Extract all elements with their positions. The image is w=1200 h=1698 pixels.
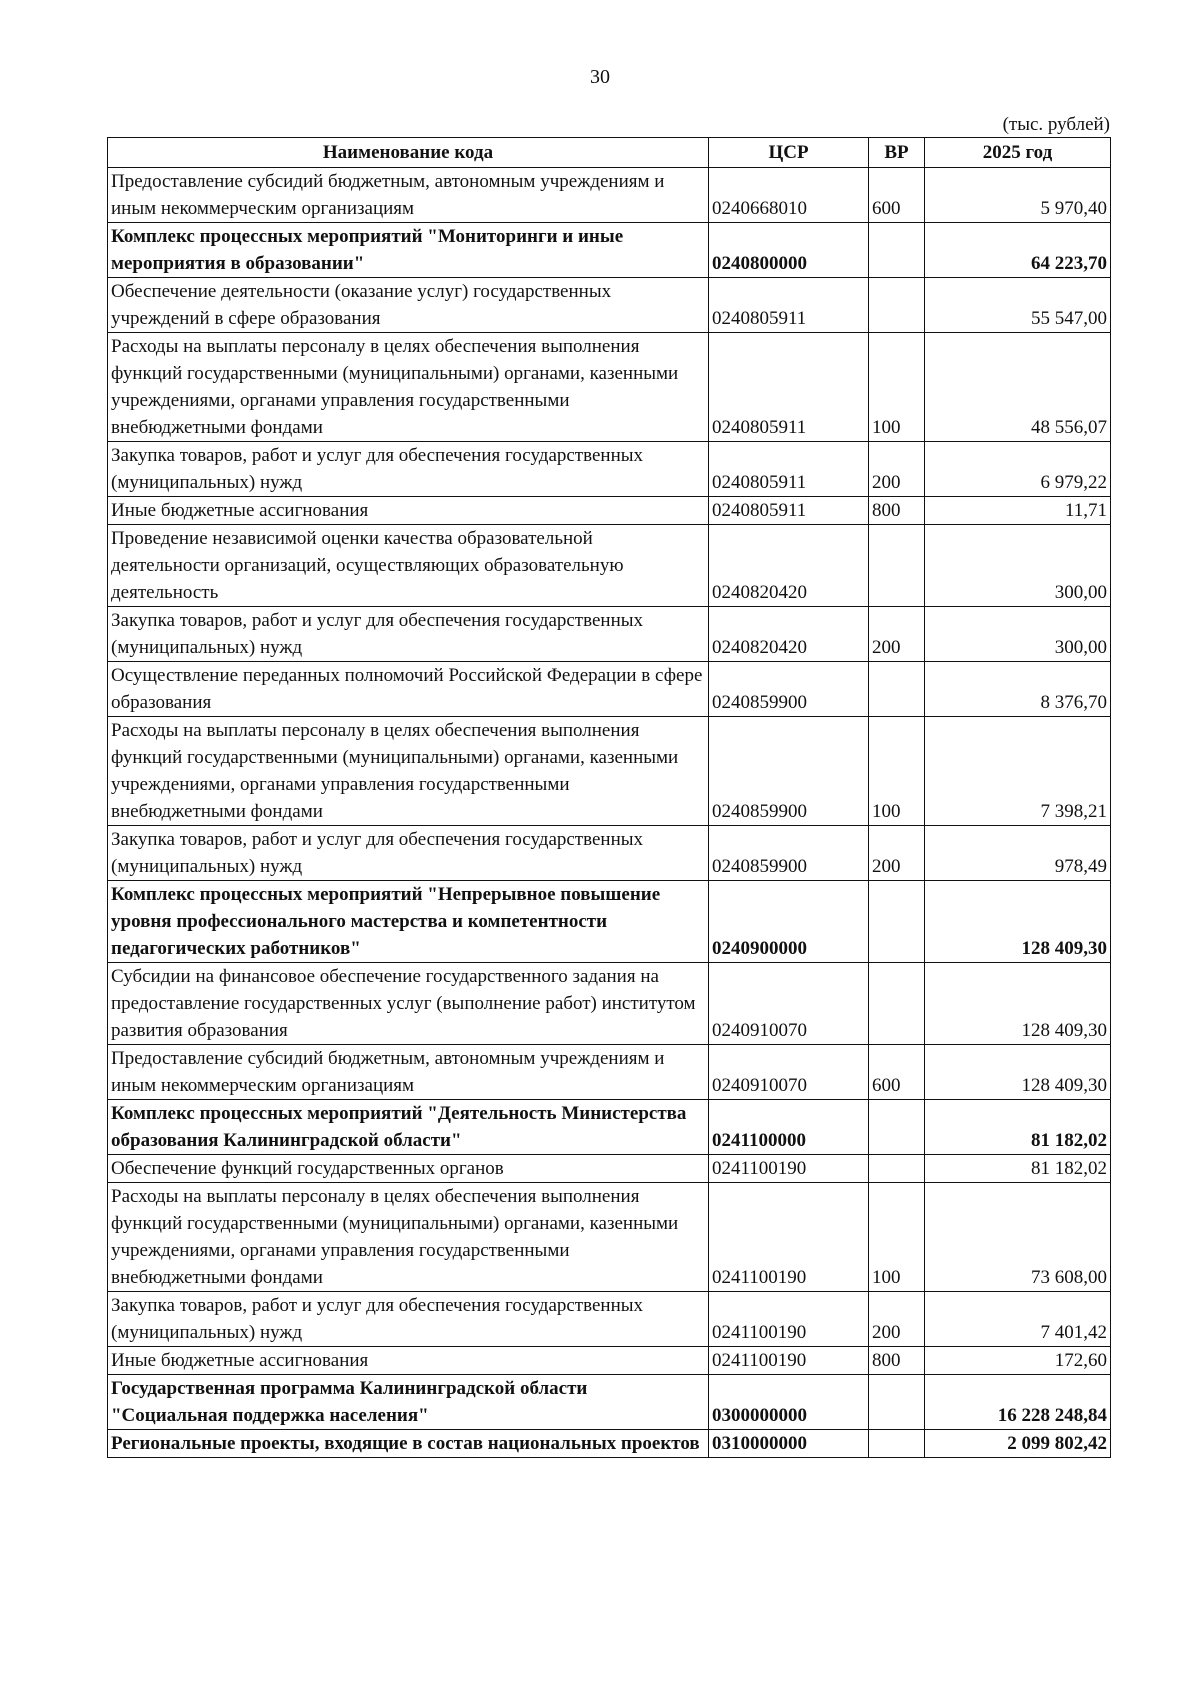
table-body	[108, 168, 1111, 1458]
budget-table	[107, 137, 1111, 1458]
cell-amount: 978,49	[925, 826, 1111, 881]
cell-amount: 128 409,30	[925, 1045, 1111, 1100]
cell-amount: 5 970,40	[925, 168, 1111, 223]
cell-amount: 55 547,00	[925, 278, 1111, 333]
cell-csr: 0241100190	[709, 1155, 869, 1183]
cell-csr: 0240859900	[709, 662, 869, 717]
cell-csr: 0240805911	[709, 278, 869, 333]
cell-amount: 16 228 248,84	[925, 1375, 1111, 1430]
cell-name: Комплекс процессных мероприятий "Деятельность Министерства образования Калининградской области"	[108, 1100, 709, 1155]
cell-name: Расходы на выплаты персоналу в целях обеспечения выполнения функций государственными (муниципальными) органами, казенными учреждениями, органами управления государственными внебюджетными фондами	[108, 1183, 709, 1292]
cell-name: Предоставление субсидий бюджетным, автономным учреждениям и иным некоммерческим организациям	[108, 1045, 709, 1100]
table-row	[108, 717, 1111, 826]
table-row	[108, 442, 1111, 497]
cell-amount: 81 182,02	[925, 1100, 1111, 1155]
page-number: 30	[590, 66, 610, 88]
table-header-row	[108, 138, 1111, 168]
table-row	[108, 963, 1111, 1045]
cell-csr: 0240859900	[709, 826, 869, 881]
header-amount: 2025 год	[925, 138, 1111, 168]
cell-csr: 0240805911	[709, 442, 869, 497]
cell-csr: 0240668010	[709, 168, 869, 223]
table-row	[108, 826, 1111, 881]
cell-name: Закупка товаров, работ и услуг для обеспечения государственных (муниципальных) нужд	[108, 607, 709, 662]
cell-name: Расходы на выплаты персоналу в целях обеспечения выполнения функций государственными (муниципальными) органами, казенными учреждениями, органами управления государственными внебюджетными фондами	[108, 717, 709, 826]
table-row	[108, 1375, 1111, 1430]
cell-csr: 0240820420	[709, 607, 869, 662]
cell-name: Обеспечение деятельности (оказание услуг) государственных учреждений в сфере образования	[108, 278, 709, 333]
cell-vr	[869, 278, 925, 333]
cell-name: Закупка товаров, работ и услуг для обеспечения государственных (муниципальных) нужд	[108, 442, 709, 497]
table-row	[108, 1045, 1111, 1100]
cell-amount: 11,71	[925, 497, 1111, 525]
cell-name: Субсидии на финансовое обеспечение государственного задания на предоставление государственных услуг (выполнение работ) институтом развития образования	[108, 963, 709, 1045]
cell-amount: 300,00	[925, 607, 1111, 662]
cell-amount: 128 409,30	[925, 963, 1111, 1045]
cell-vr: 200	[869, 1292, 925, 1347]
cell-vr: 800	[869, 497, 925, 525]
cell-amount: 8 376,70	[925, 662, 1111, 717]
table-row	[108, 525, 1111, 607]
cell-csr: 0240820420	[709, 525, 869, 607]
cell-vr: 200	[869, 607, 925, 662]
cell-csr: 0241100000	[709, 1100, 869, 1155]
cell-name: Обеспечение функций государственных органов	[108, 1155, 709, 1183]
cell-csr: 0240859900	[709, 717, 869, 826]
cell-csr: 0240805911	[709, 497, 869, 525]
cell-vr: 600	[869, 1045, 925, 1100]
cell-vr	[869, 1430, 925, 1458]
cell-csr: 0240800000	[709, 223, 869, 278]
cell-amount: 73 608,00	[925, 1183, 1111, 1292]
cell-name: Закупка товаров, работ и услуг для обеспечения государственных (муниципальных) нужд	[108, 1292, 709, 1347]
table-row	[108, 881, 1111, 963]
table-row	[108, 1347, 1111, 1375]
cell-vr	[869, 223, 925, 278]
cell-name: Проведение независимой оценки качества образовательной деятельности организаций, осуществляющих образовательную деятельность	[108, 525, 709, 607]
cell-vr	[869, 963, 925, 1045]
cell-csr: 0241100190	[709, 1292, 869, 1347]
cell-amount: 81 182,02	[925, 1155, 1111, 1183]
cell-vr: 200	[869, 442, 925, 497]
cell-name: Расходы на выплаты персоналу в целях обеспечения выполнения функций государственными (муниципальными) органами, казенными учреждениями, органами управления государственными внебюджетными фондами	[108, 333, 709, 442]
cell-vr: 100	[869, 1183, 925, 1292]
cell-name: Предоставление субсидий бюджетным, автономным учреждениям и иным некоммерческим организациям	[108, 168, 709, 223]
cell-amount: 7 401,42	[925, 1292, 1111, 1347]
cell-csr: 0241100190	[709, 1347, 869, 1375]
cell-vr: 800	[869, 1347, 925, 1375]
cell-amount: 6 979,22	[925, 442, 1111, 497]
table-row	[108, 333, 1111, 442]
cell-vr: 100	[869, 717, 925, 826]
cell-name: Иные бюджетные ассигнования	[108, 1347, 709, 1375]
table-row	[108, 607, 1111, 662]
table-row	[108, 168, 1111, 223]
cell-name: Комплекс процессных мероприятий "Мониторинги и иные мероприятия в образовании"	[108, 223, 709, 278]
table-row	[108, 1155, 1111, 1183]
cell-name: Государственная программа Калининградской области "Социальная поддержка населения"	[108, 1375, 709, 1430]
cell-vr	[869, 662, 925, 717]
cell-amount: 2 099 802,42	[925, 1430, 1111, 1458]
cell-vr: 600	[869, 168, 925, 223]
table-row	[108, 223, 1111, 278]
table-row	[108, 1183, 1111, 1292]
cell-csr: 0240910070	[709, 963, 869, 1045]
table-row	[108, 278, 1111, 333]
cell-vr	[869, 1100, 925, 1155]
units-label: (тыс. рублей)	[1002, 114, 1110, 135]
cell-amount: 128 409,30	[925, 881, 1111, 963]
cell-name: Закупка товаров, работ и услуг для обеспечения государственных (муниципальных) нужд	[108, 826, 709, 881]
table-row	[108, 1430, 1111, 1458]
cell-name: Иные бюджетные ассигнования	[108, 497, 709, 525]
cell-name: Региональные проекты, входящие в состав национальных проектов	[108, 1430, 709, 1458]
table-row	[108, 1292, 1111, 1347]
cell-vr	[869, 1375, 925, 1430]
cell-vr: 200	[869, 826, 925, 881]
cell-vr	[869, 525, 925, 607]
cell-amount: 64 223,70	[925, 223, 1111, 278]
cell-vr: 100	[869, 333, 925, 442]
header-name: Наименование кода	[108, 138, 709, 168]
cell-csr: 0240805911	[709, 333, 869, 442]
cell-csr: 0240900000	[709, 881, 869, 963]
cell-amount: 172,60	[925, 1347, 1111, 1375]
cell-csr: 0241100190	[709, 1183, 869, 1292]
cell-vr	[869, 881, 925, 963]
table-row	[108, 497, 1111, 525]
header-csr: ЦСР	[709, 138, 869, 168]
cell-csr: 0240910070	[709, 1045, 869, 1100]
cell-csr: 0310000000	[709, 1430, 869, 1458]
header-vr: ВР	[869, 138, 925, 168]
cell-vr	[869, 1155, 925, 1183]
cell-name: Осуществление переданных полномочий Российской Федерации в сфере образования	[108, 662, 709, 717]
cell-csr: 0300000000	[709, 1375, 869, 1430]
cell-amount: 300,00	[925, 525, 1111, 607]
cell-name: Комплекс процессных мероприятий "Непрерывное повышение уровня профессионального мастерства и компетентности педагогических работников"	[108, 881, 709, 963]
table-row	[108, 662, 1111, 717]
cell-amount: 48 556,07	[925, 333, 1111, 442]
table-row	[108, 1100, 1111, 1155]
cell-amount: 7 398,21	[925, 717, 1111, 826]
